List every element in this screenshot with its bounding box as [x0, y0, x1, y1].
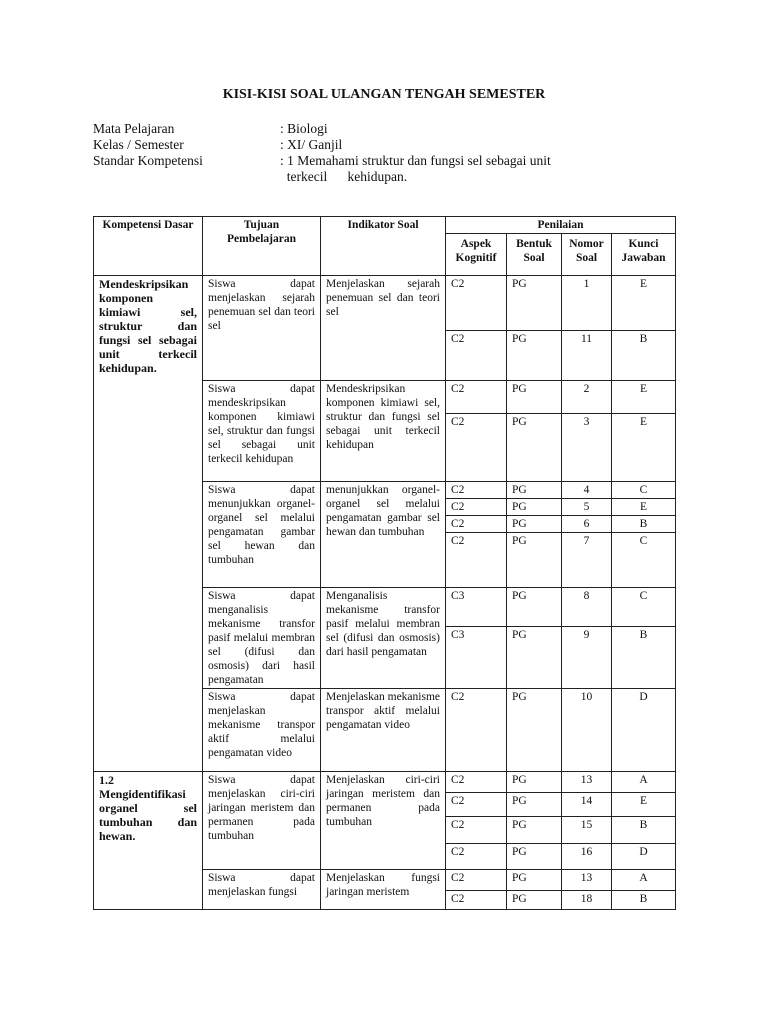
bentuk-cell: PG — [507, 817, 562, 844]
header-kunci: Kunci Jawaban — [612, 234, 676, 276]
aspek-cell: C2 — [446, 793, 507, 817]
aspek-cell: C2 — [446, 689, 507, 772]
nomor-cell: 11 — [562, 331, 612, 381]
header-bentuk: Bentuk Soal — [507, 234, 562, 276]
header-tujuan: Tujuan Pembelajaran — [203, 217, 321, 276]
indikator-cell: Menganalisis mekanisme transfor pasif melalui membran sel (difusi dan osmosis) dari hasil pengamatan — [321, 588, 446, 689]
indikator-cell: Menjelaskan ciri-ciri jaringan meristem dan permanen pada tumbuhan — [321, 772, 446, 870]
bentuk-cell: PG — [507, 844, 562, 870]
tujuan-cell: Siswa dapat mendeskripsikan komponen kimiawi sel, struktur dan fungsi sel sebagai unit terkecil kehidupan — [203, 381, 321, 482]
tujuan-cell: Siswa dapat menjelaskan mekanisme transpor aktif melalui pengamatan video — [203, 689, 321, 772]
header-penilaian: Penilaian — [446, 217, 676, 234]
aspek-cell: C3 — [446, 627, 507, 689]
bentuk-cell: PG — [507, 331, 562, 381]
tujuan-cell: Siswa dapat menganalisis mekanisme transfor pasif melalui membran sel (difusi dan osmosis) dari hasil pengamatan — [203, 588, 321, 689]
kunci-cell: C — [612, 533, 676, 588]
indikator-cell: menunjukkan organel-organel sel melalui pengamatan gambar sel hewan dan tumbuhan — [321, 482, 446, 588]
bentuk-cell: PG — [507, 276, 562, 331]
document-title: KISI-KISI SOAL ULANGAN TENGAH SEMESTER — [222, 87, 546, 102]
bentuk-cell: PG — [507, 793, 562, 817]
bentuk-cell: PG — [507, 533, 562, 588]
nomor-cell: 7 — [562, 533, 612, 588]
kunci-cell: A — [612, 772, 676, 793]
nomor-cell: 1 — [562, 276, 612, 331]
meta-label: Standar Kompetensi — [93, 153, 203, 168]
aspek-cell: C2 — [446, 414, 507, 482]
indikator-cell: Menjelaskan mekanisme transpor aktif melalui pengamatan video — [321, 689, 446, 772]
indikator-cell: Mendeskripsikan komponen kimiawi sel, struktur dan fungsi sel sebagai unit terkecil kehidupan — [321, 381, 446, 482]
aspek-cell: C3 — [446, 588, 507, 627]
bentuk-cell: PG — [507, 381, 562, 414]
header-indikator: Indikator Soal — [321, 217, 446, 276]
meta-label: Kelas / Semester — [93, 137, 184, 152]
table-row — [94, 276, 676, 331]
kunci-cell: D — [612, 689, 676, 772]
indikator-cell: Menjelaskan fungsi jaringan meristem — [321, 870, 446, 910]
kompetensi-dasar-cell: 1.2 Mengidentifikasi organel sel tumbuhan dan hewan. — [94, 772, 203, 910]
kunci-cell: B — [612, 817, 676, 844]
nomor-cell: 6 — [562, 516, 612, 533]
bentuk-cell: PG — [507, 499, 562, 516]
kunci-cell: E — [612, 499, 676, 516]
header-aspek: Aspek Kognitif — [446, 234, 507, 276]
tujuan-cell: Siswa dapat menjelaskan sejarah penemuan sel dan teori sel — [203, 276, 321, 381]
nomor-cell: 15 — [562, 817, 612, 844]
bentuk-cell: PG — [507, 516, 562, 533]
bentuk-cell: PG — [507, 414, 562, 482]
header-nomor: Nomor Soal — [562, 234, 612, 276]
nomor-cell: 3 — [562, 414, 612, 482]
meta-value: : Biologi — [280, 121, 328, 136]
kunci-cell: B — [612, 891, 676, 910]
kunci-cell: A — [612, 870, 676, 891]
meta-value: : 1 Memahami struktur dan fungsi sel sebagai unit — [280, 153, 551, 168]
aspek-cell: C2 — [446, 516, 507, 533]
aspek-cell: C2 — [446, 891, 507, 910]
tujuan-cell: Siswa dapat menjelaskan ciri-ciri jaringan meristem dan permanen pada tumbuhan — [203, 772, 321, 870]
nomor-cell: 14 — [562, 793, 612, 817]
kunci-cell: E — [612, 793, 676, 817]
aspek-cell: C2 — [446, 870, 507, 891]
aspek-cell: C2 — [446, 817, 507, 844]
aspek-cell: C2 — [446, 482, 507, 499]
kunci-cell: E — [612, 276, 676, 331]
kunci-cell: D — [612, 844, 676, 870]
kunci-cell: E — [612, 414, 676, 482]
meta-value: : XI/ Ganjil — [280, 137, 343, 152]
bentuk-cell: PG — [507, 588, 562, 627]
nomor-cell: 13 — [562, 772, 612, 793]
tujuan-cell: Siswa dapat menunjukkan organel-organel sel melalui pengamatan gambar sel hewan dan tumbuhan — [203, 482, 321, 588]
nomor-cell: 10 — [562, 689, 612, 772]
nomor-cell: 13 — [562, 870, 612, 891]
indikator-cell: Menjelaskan sejarah penemuan sel dan teori sel — [321, 276, 446, 381]
kunci-cell: C — [612, 482, 676, 499]
aspek-cell: C2 — [446, 331, 507, 381]
bentuk-cell: PG — [507, 891, 562, 910]
nomor-cell: 16 — [562, 844, 612, 870]
meta-value: terkecil kehidupan. — [280, 169, 408, 184]
header-kompetensi: Kompetensi Dasar — [94, 217, 203, 276]
kunci-cell: B — [612, 516, 676, 533]
aspek-cell: C2 — [446, 276, 507, 331]
nomor-cell: 5 — [562, 499, 612, 516]
kunci-cell: E — [612, 381, 676, 414]
kunci-cell: B — [612, 331, 676, 381]
bentuk-cell: PG — [507, 627, 562, 689]
aspek-cell: C2 — [446, 533, 507, 588]
bentuk-cell: PG — [507, 870, 562, 891]
nomor-cell: 9 — [562, 627, 612, 689]
aspek-cell: C2 — [446, 499, 507, 516]
bentuk-cell: PG — [507, 482, 562, 499]
kompetensi-dasar-cell: Mendeskripsikan komponen kimiawi sel, struktur dan fungsi sel sebagai unit terkecil kehidupan. — [94, 276, 203, 772]
nomor-cell: 18 — [562, 891, 612, 910]
bentuk-cell: PG — [507, 689, 562, 772]
kisi-kisi-table — [93, 216, 676, 910]
tujuan-cell: Siswa dapat menjelaskan fungsi — [203, 870, 321, 910]
kunci-cell: B — [612, 627, 676, 689]
table-row — [94, 772, 676, 793]
nomor-cell: 2 — [562, 381, 612, 414]
kunci-cell: C — [612, 588, 676, 627]
meta-label: Mata Pelajaran — [93, 121, 175, 136]
nomor-cell: 8 — [562, 588, 612, 627]
bentuk-cell: PG — [507, 772, 562, 793]
aspek-cell: C2 — [446, 844, 507, 870]
aspek-cell: C2 — [446, 381, 507, 414]
nomor-cell: 4 — [562, 482, 612, 499]
aspek-cell: C2 — [446, 772, 507, 793]
